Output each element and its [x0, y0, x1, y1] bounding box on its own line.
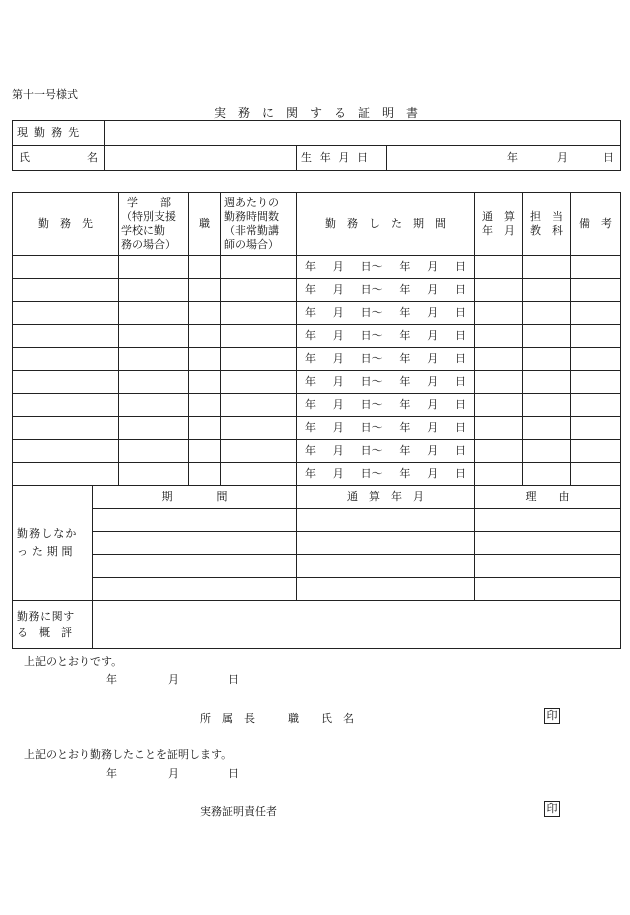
period-text — [297, 444, 474, 458]
col-total-header: 通 算 年 月 — [475, 193, 523, 256]
absence-total-cell[interactable] — [297, 532, 475, 555]
position-cell[interactable] — [189, 371, 221, 394]
period-part: 月 — [332, 398, 344, 411]
subject-cell[interactable] — [523, 417, 571, 440]
period-part: 日～ — [360, 398, 383, 411]
hours-cell[interactable] — [221, 279, 297, 302]
remarks-cell[interactable] — [571, 256, 621, 279]
total-cell[interactable] — [475, 279, 523, 302]
total-cell[interactable] — [475, 371, 523, 394]
dept-cell[interactable] — [119, 417, 189, 440]
dept-cell[interactable] — [119, 325, 189, 348]
period-cell[interactable] — [297, 302, 475, 325]
subject-cell[interactable] — [523, 302, 571, 325]
absence-total-cell[interactable] — [297, 509, 475, 532]
period-text — [297, 260, 474, 274]
period-cell[interactable] — [297, 279, 475, 302]
period-text — [297, 421, 474, 435]
period-part: 年 — [305, 467, 316, 480]
seal-mark-2: 印 — [544, 801, 560, 817]
period-cell[interactable] — [297, 325, 475, 348]
period-part: 年 — [305, 444, 316, 457]
period-part: 年 — [305, 375, 316, 388]
absence-period-cell[interactable] — [93, 532, 297, 555]
date1-month: 月 — [168, 673, 179, 686]
hours-cell[interactable] — [221, 394, 297, 417]
subject-cell[interactable] — [523, 279, 571, 302]
hours-cell[interactable] — [221, 371, 297, 394]
col-position-header: 職 — [189, 193, 221, 256]
statement-1: 上記のとおりです。 — [24, 655, 123, 668]
period-text — [297, 306, 474, 320]
period-cell[interactable] — [297, 440, 475, 463]
remarks-cell[interactable] — [571, 417, 621, 440]
period-part: 日～ — [360, 375, 383, 388]
period-part: 月 — [332, 329, 344, 342]
period-text — [297, 283, 474, 297]
page-title: 実 務 に 関 す る 証 明 書 — [214, 106, 419, 120]
period-cell[interactable] — [297, 371, 475, 394]
period-part: 月 — [332, 375, 344, 388]
name-label: 氏 名 — [13, 146, 105, 171]
subject-cell[interactable] — [523, 440, 571, 463]
dept-cell[interactable] — [119, 279, 189, 302]
hours-cell[interactable] — [221, 417, 297, 440]
period-part: 年 — [399, 352, 411, 365]
col-period-header: 勤 務 し た 期 間 — [297, 193, 475, 256]
position-cell[interactable] — [189, 348, 221, 371]
period-text — [297, 467, 474, 481]
period-part: 年 — [305, 283, 316, 296]
current-workplace-label: 現勤務先 — [13, 121, 105, 146]
period-part: 日 — [454, 375, 466, 388]
period-part: 日～ — [360, 283, 383, 296]
workplace-cell[interactable] — [13, 325, 119, 348]
remarks-cell[interactable] — [571, 394, 621, 417]
birth-date-label: 生年月日 — [297, 146, 387, 171]
absence-total-cell[interactable] — [297, 555, 475, 578]
workplace-cell[interactable] — [13, 348, 119, 371]
absence-reason-cell[interactable] — [475, 532, 621, 555]
absence-period-cell[interactable] — [93, 578, 297, 601]
table-row — [13, 417, 621, 440]
position-cell[interactable] — [189, 394, 221, 417]
total-cell[interactable] — [475, 440, 523, 463]
subject-cell[interactable] — [523, 348, 571, 371]
period-part: 月 — [332, 306, 344, 319]
absence-period-header: 期 間 — [93, 486, 297, 509]
period-part: 日 — [454, 352, 466, 365]
col-subject-header: 担 当 教 科 — [523, 193, 571, 256]
period-part: 日 — [454, 467, 466, 480]
statement-2: 上記のとおり勤務したことを証明します。 — [24, 748, 233, 761]
period-part: 日 — [454, 283, 466, 296]
certifier-label: 実務証明責任者 — [200, 805, 277, 818]
period-part: 月 — [332, 283, 344, 296]
subject-cell[interactable] — [523, 463, 571, 486]
period-part: 年 — [399, 421, 411, 434]
absence-reason-cell[interactable] — [475, 555, 621, 578]
position-cell[interactable] — [189, 463, 221, 486]
period-cell[interactable] — [297, 463, 475, 486]
period-part: 年 — [399, 329, 411, 342]
period-part: 年 — [399, 444, 411, 457]
period-part: 日～ — [360, 444, 383, 457]
total-cell[interactable] — [475, 348, 523, 371]
date2-day: 日 — [228, 767, 239, 780]
period-cell[interactable] — [297, 256, 475, 279]
workplace-cell[interactable] — [13, 256, 119, 279]
workplace-cell[interactable] — [13, 302, 119, 325]
subject-cell[interactable] — [523, 394, 571, 417]
date2-year: 年 — [106, 767, 117, 780]
remarks-cell[interactable] — [571, 371, 621, 394]
absence-period-cell[interactable] — [93, 509, 297, 532]
evaluation-value[interactable] — [93, 601, 621, 649]
subject-cell[interactable] — [523, 371, 571, 394]
period-part: 年 — [399, 306, 411, 319]
period-part: 日 — [454, 306, 466, 319]
absence-total-cell[interactable] — [297, 578, 475, 601]
period-part: 月 — [427, 421, 439, 434]
hours-cell[interactable] — [221, 440, 297, 463]
table-row — [13, 279, 621, 302]
period-part: 日～ — [360, 467, 383, 480]
period-text — [297, 398, 474, 412]
period-part: 年 — [399, 398, 411, 411]
position-cell[interactable] — [189, 440, 221, 463]
date1-year: 年 — [106, 673, 117, 686]
hours-cell[interactable] — [221, 302, 297, 325]
position-cell[interactable] — [189, 417, 221, 440]
total-cell[interactable] — [475, 256, 523, 279]
position-cell[interactable] — [189, 325, 221, 348]
form-number: 第十一号様式 — [12, 88, 78, 101]
dept-cell[interactable] — [119, 302, 189, 325]
absence-period-cell[interactable] — [93, 555, 297, 578]
period-part: 年 — [305, 329, 316, 342]
dept-cell[interactable] — [119, 371, 189, 394]
table-row — [13, 348, 621, 371]
dept-cell[interactable] — [119, 348, 189, 371]
period-part: 月 — [332, 421, 344, 434]
period-part: 日～ — [360, 329, 383, 342]
period-part: 日 — [454, 260, 466, 273]
period-part: 月 — [427, 398, 439, 411]
current-workplace-value[interactable] — [105, 121, 621, 146]
birth-date-value[interactable]: 年 月 日 — [387, 146, 621, 171]
period-part: 年 — [305, 421, 316, 434]
period-text — [297, 352, 474, 366]
period-part: 月 — [332, 260, 344, 273]
col-remarks-header: 備 考 — [571, 193, 621, 256]
dept-cell[interactable] — [119, 394, 189, 417]
period-part: 日～ — [360, 260, 383, 273]
header-table — [12, 120, 621, 171]
work-history-table — [12, 192, 621, 649]
period-part: 日 — [454, 444, 466, 457]
period-part: 日～ — [360, 306, 383, 319]
remarks-cell[interactable] — [571, 279, 621, 302]
period-part: 日 — [454, 329, 466, 342]
workplace-cell[interactable] — [13, 394, 119, 417]
seal-mark-1: 印 — [544, 708, 560, 724]
period-part: 日 — [454, 398, 466, 411]
total-cell[interactable] — [475, 417, 523, 440]
history-rows — [13, 256, 621, 486]
table-row — [13, 302, 621, 325]
period-part: 日～ — [360, 352, 383, 365]
period-part: 年 — [305, 306, 316, 319]
period-text — [297, 329, 474, 343]
absence-label: 勤務しなか った期間 — [13, 486, 93, 601]
table-row — [13, 394, 621, 417]
col-workplace-header: 勤 務 先 — [13, 193, 119, 256]
remarks-cell[interactable] — [571, 302, 621, 325]
workplace-cell[interactable] — [13, 371, 119, 394]
total-cell[interactable] — [475, 302, 523, 325]
remarks-cell[interactable] — [571, 348, 621, 371]
table-row — [13, 325, 621, 348]
subject-cell[interactable] — [523, 325, 571, 348]
period-part: 月 — [427, 329, 439, 342]
period-cell[interactable] — [297, 417, 475, 440]
period-part: 月 — [427, 444, 439, 457]
name-value[interactable] — [105, 146, 297, 171]
hours-cell[interactable] — [221, 463, 297, 486]
total-cell[interactable] — [475, 463, 523, 486]
period-part: 年 — [399, 283, 411, 296]
period-part: 年 — [399, 375, 411, 388]
period-part: 年 — [305, 352, 316, 365]
table-row — [13, 371, 621, 394]
absence-reason-cell[interactable] — [475, 578, 621, 601]
absence-reason-cell[interactable] — [475, 509, 621, 532]
period-part: 月 — [427, 375, 439, 388]
col-dept-header: 学 部 （特別支援 学校に勤 務の場合） — [119, 193, 189, 256]
col-hours-header: 週あたりの 勤務時間数 （非常勤講 師の場合） — [221, 193, 297, 256]
position-cell[interactable] — [189, 279, 221, 302]
period-part: 年 — [305, 398, 316, 411]
evaluation-label: 勤務に関す る 概 評 — [13, 601, 93, 649]
workplace-cell[interactable] — [13, 440, 119, 463]
period-text — [297, 375, 474, 389]
period-part: 月 — [332, 467, 344, 480]
table-row — [13, 463, 621, 486]
period-part: 月 — [427, 467, 439, 480]
hours-cell[interactable] — [221, 348, 297, 371]
dept-cell[interactable] — [119, 440, 189, 463]
period-part: 日 — [454, 421, 466, 434]
hours-cell[interactable] — [221, 325, 297, 348]
table-row — [13, 440, 621, 463]
period-part: 年 — [305, 260, 316, 273]
period-part: 月 — [332, 444, 344, 457]
dept-cell[interactable] — [119, 256, 189, 279]
workplace-cell[interactable] — [13, 417, 119, 440]
remarks-cell[interactable] — [571, 463, 621, 486]
remarks-cell[interactable] — [571, 440, 621, 463]
dept-cell[interactable] — [119, 463, 189, 486]
absence-total-header: 通 算 年 月 — [297, 486, 475, 509]
period-part: 月 — [427, 260, 439, 273]
period-part: 月 — [427, 306, 439, 319]
period-part: 日～ — [360, 421, 383, 434]
absence-reason-header: 理 由 — [475, 486, 621, 509]
workplace-cell[interactable] — [13, 279, 119, 302]
period-cell[interactable] — [297, 394, 475, 417]
position-cell[interactable] — [189, 302, 221, 325]
total-cell[interactable] — [475, 394, 523, 417]
position-cell[interactable] — [189, 256, 221, 279]
period-part: 月 — [427, 352, 439, 365]
date1-day: 日 — [228, 673, 239, 686]
period-part: 年 — [399, 467, 411, 480]
date2-month: 月 — [168, 767, 179, 780]
period-cell[interactable] — [297, 348, 475, 371]
period-part: 月 — [427, 283, 439, 296]
workplace-cell[interactable] — [13, 463, 119, 486]
subject-cell[interactable] — [523, 256, 571, 279]
total-cell[interactable] — [475, 325, 523, 348]
hours-cell[interactable] — [221, 256, 297, 279]
period-part: 年 — [399, 260, 411, 273]
affiliation-label: 所 属 長 職 氏 名 — [200, 712, 354, 725]
period-part: 月 — [332, 352, 344, 365]
remarks-cell[interactable] — [571, 325, 621, 348]
table-row — [13, 256, 621, 279]
